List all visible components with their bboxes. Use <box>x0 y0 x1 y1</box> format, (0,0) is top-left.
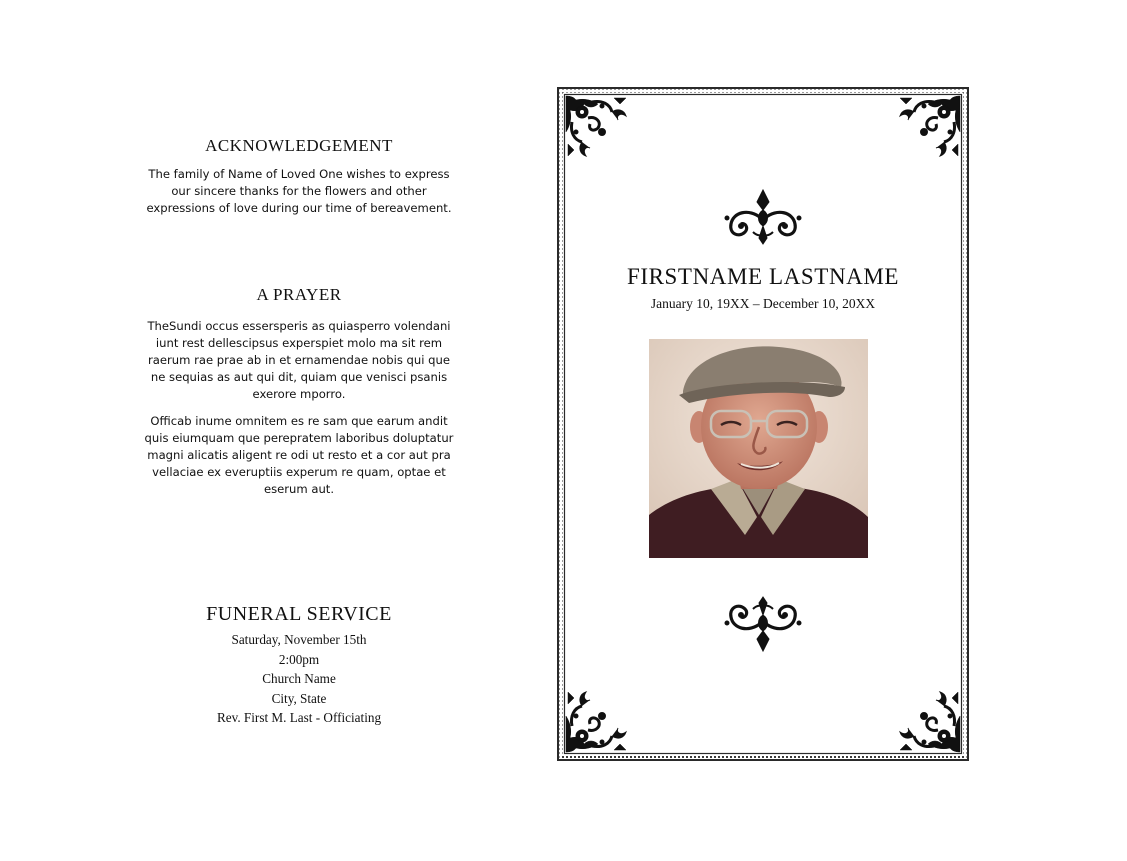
prayer-line: exerore mporro. <box>252 387 346 401</box>
service-date: Saturday, November 15th <box>231 632 367 647</box>
portrait-photo <box>649 339 868 558</box>
prayer-title: A PRAYER <box>256 285 342 304</box>
acknowledgement-title: ACKNOWLEDGEMENT <box>205 136 393 155</box>
prayer-line: eserum aut. <box>263 482 335 496</box>
life-dates: January 10, 19XX – December 10, 20XX <box>650 296 876 311</box>
prayer-line: iunt rest dellescipsus experspiet molo ma sit rem <box>155 336 443 350</box>
acknowledgement-text <box>128 166 470 217</box>
deceased-name: FIRSTNAME LASTNAME <box>626 264 900 289</box>
funeral-service-section <box>128 602 470 728</box>
prayer-section <box>128 285 470 498</box>
corner-flourish-icon <box>562 684 634 756</box>
funeral-service-details <box>128 630 470 728</box>
service-time: 2:00pm <box>278 651 320 667</box>
prayer-line: TheSundi occus essersperis as quiasperro volendani <box>147 319 451 333</box>
funeral-service-title: FUNERAL SERVICE <box>206 603 392 625</box>
service-officiant: Rev. First M. Last - Officiating <box>216 710 382 726</box>
acknowledgement-line: our sincere thanks for the flowers and other <box>171 184 427 198</box>
acknowledgement-section <box>128 136 470 217</box>
corner-flourish-icon <box>562 92 634 164</box>
prayer-line: ne sequias as aut qui dit, quiam que venisci psanis <box>150 370 448 384</box>
prayer-paragraph-2 <box>128 413 470 498</box>
prayer-line: quis eiumquam que perepratem laboribus doluptatur <box>144 431 454 445</box>
cover-page <box>557 87 969 761</box>
portrait-photo-elderly-man <box>649 339 868 558</box>
service-location: City, State <box>271 690 327 706</box>
prayer-line: Officab inume omnitem es re sam que earum andit <box>150 414 448 428</box>
prayer-line: magni alicatis aligent re odi ut resto et a cor aut pra <box>147 448 451 462</box>
center-flourish-icon <box>723 595 803 653</box>
corner-flourish-icon <box>892 684 964 756</box>
prayer-line: raerum rae prae ab in et ernamendae nobis qui que <box>147 353 450 367</box>
center-flourish-icon <box>723 188 803 246</box>
acknowledgement-line: The family of Name of Loved One wishes to express <box>148 167 450 181</box>
service-church: Church Name <box>262 671 336 687</box>
corner-flourish-icon <box>892 92 964 164</box>
acknowledgement-line: expressions of love during our time of bereavement. <box>146 201 452 215</box>
prayer-line: vellaciae ex everuptiis experum re quam, optae et <box>152 465 446 479</box>
prayer-paragraph-1 <box>128 318 470 403</box>
